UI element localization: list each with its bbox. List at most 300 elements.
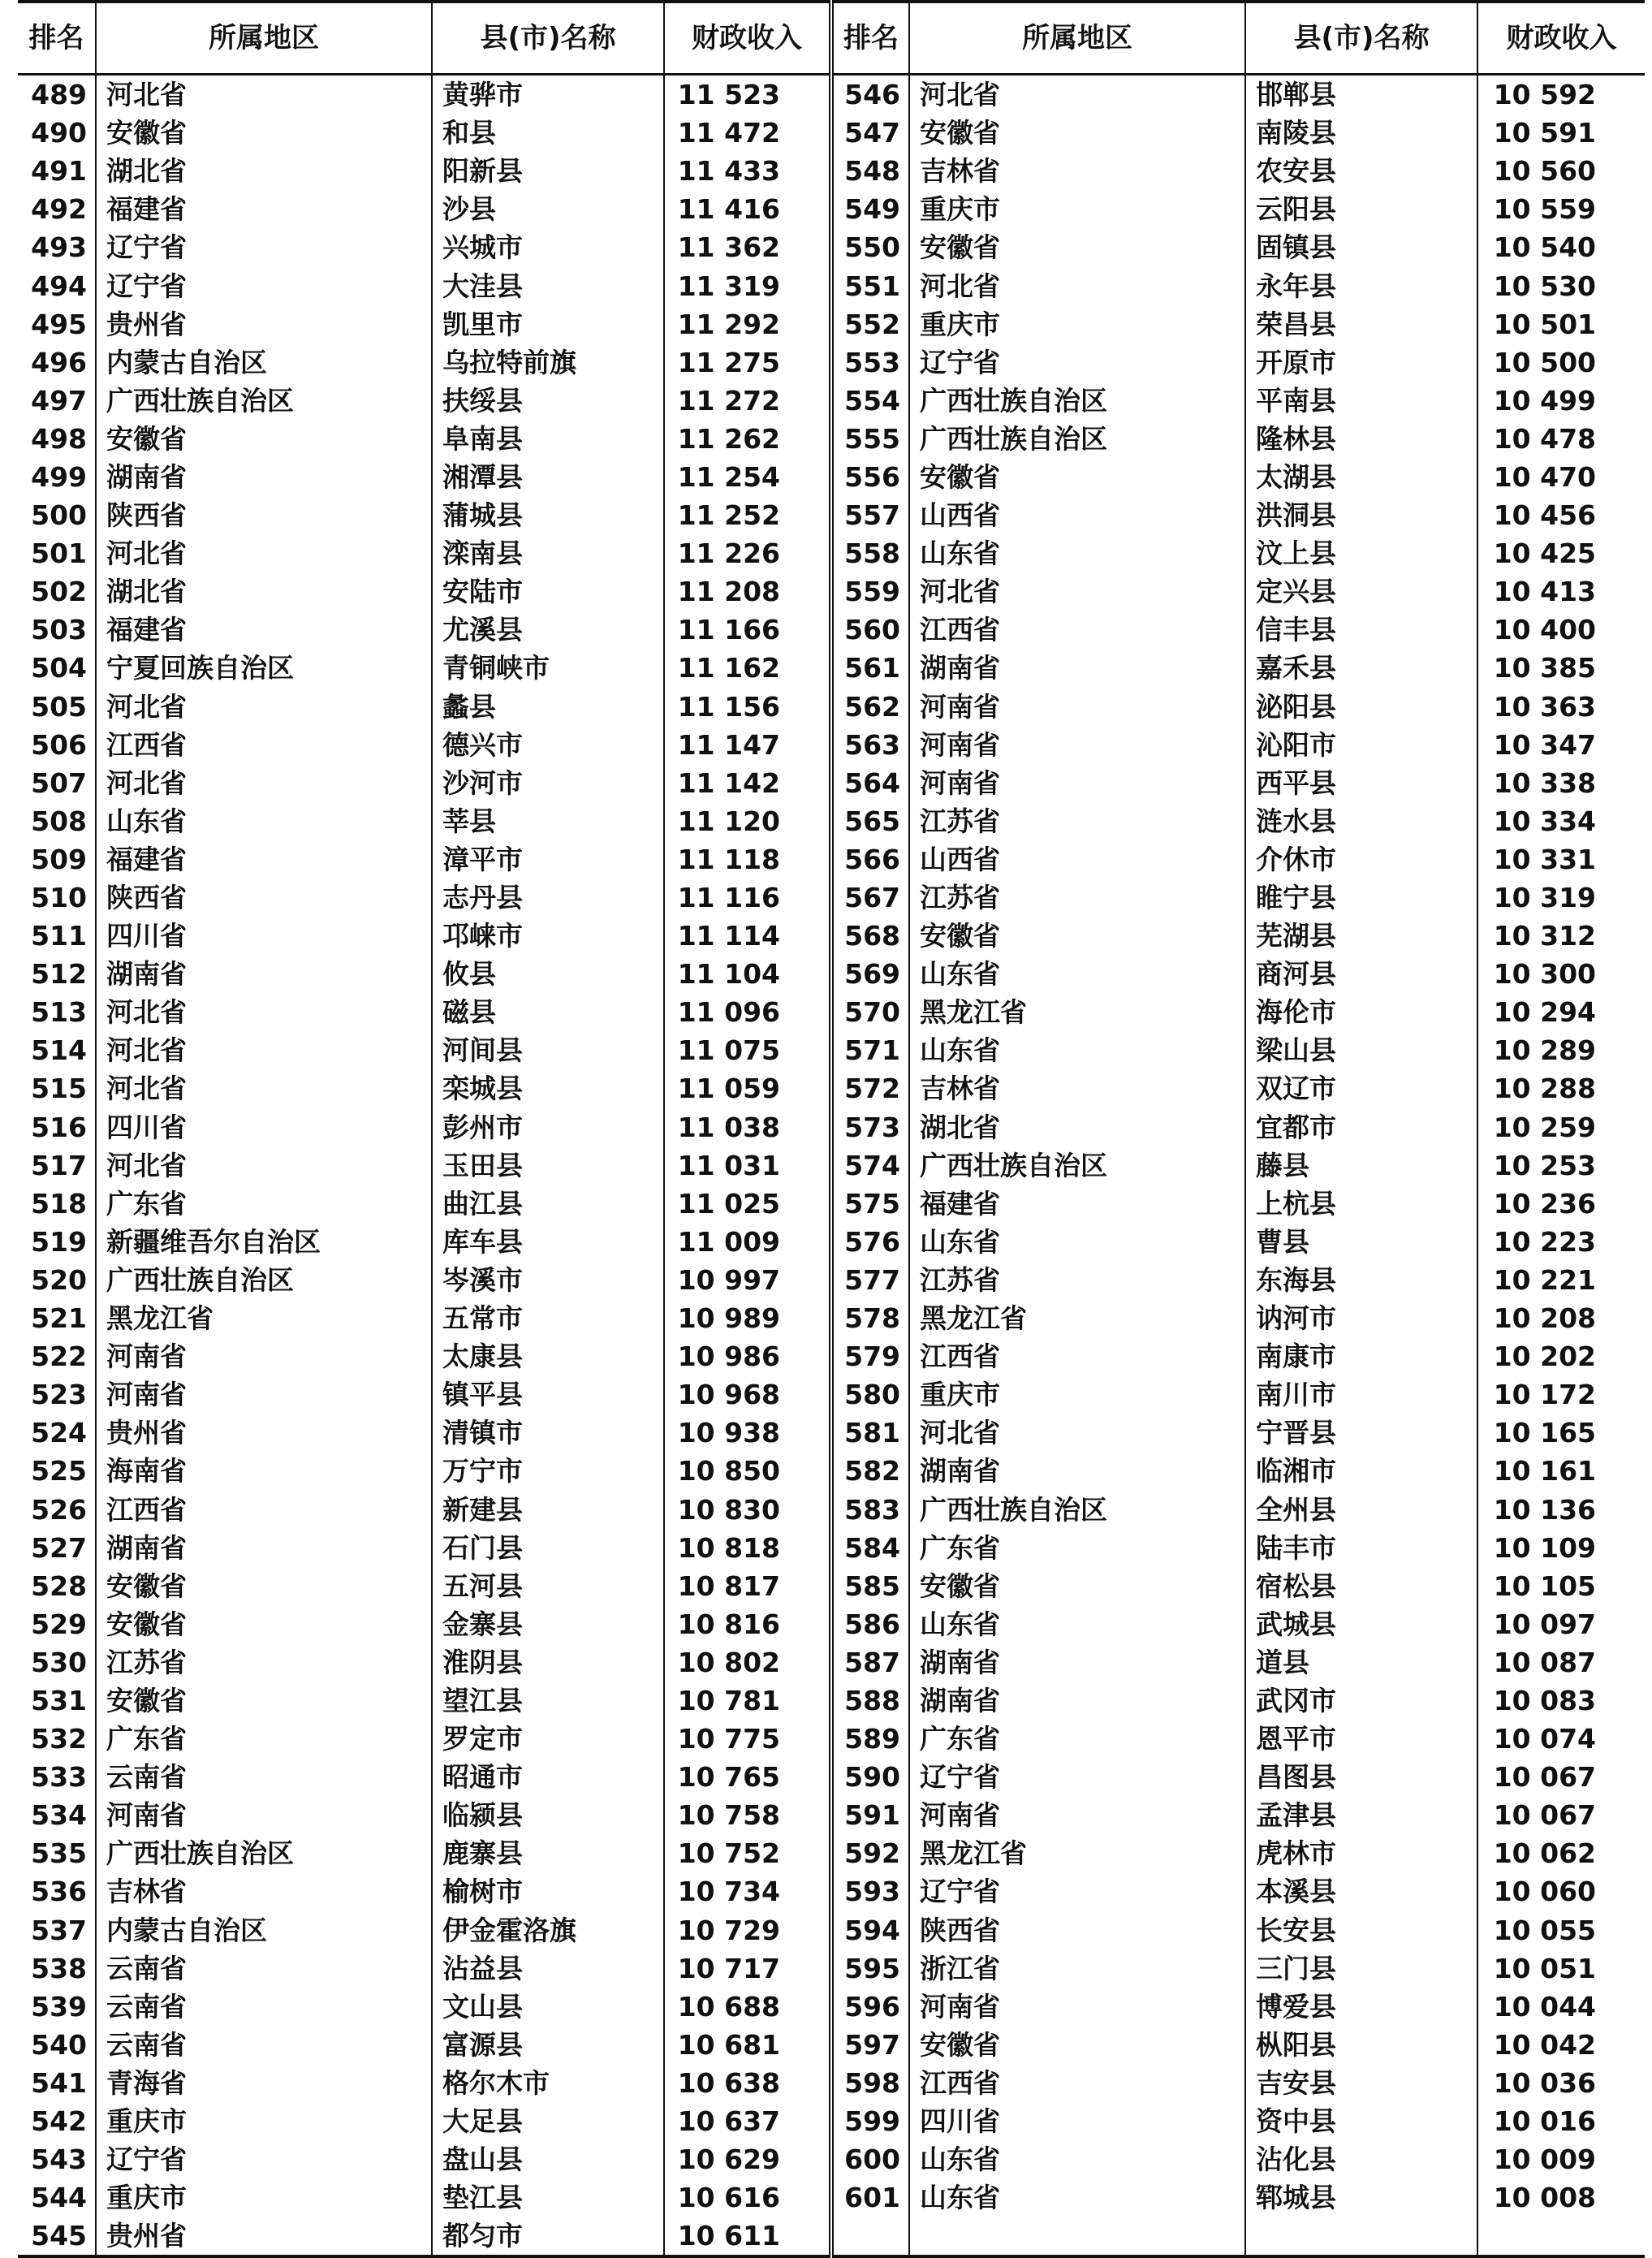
- left-county-cell: 滦南县: [432, 534, 664, 572]
- right-revenue-cell: 10 385: [1477, 649, 1645, 687]
- table-row: [18, 1452, 1645, 1490]
- left-rank-cell: 519: [31, 1225, 87, 1258]
- right-county-cell: 上杭县: [1245, 1185, 1477, 1223]
- right-county-cell: 泌阳县: [1245, 688, 1477, 726]
- left-revenue-cell: 11 156: [664, 688, 831, 726]
- left-county-cell: 德兴市: [432, 726, 664, 764]
- left-region-cell: 广西壮族自治区: [96, 382, 432, 420]
- left-region-cell: 海南省: [96, 1452, 432, 1490]
- right-rank-cell: 598: [831, 2064, 909, 2102]
- left-rank-cell: 525: [31, 1455, 87, 1487]
- right-region-cell: 河南省: [909, 1988, 1245, 2026]
- table-row: [18, 420, 1645, 458]
- right-rank-cell: 550: [831, 228, 909, 266]
- left-county-cell: 临颍县: [432, 1796, 664, 1834]
- right-region-cell: 山西省: [909, 496, 1245, 534]
- left-region-cell: 江西省: [96, 1490, 432, 1528]
- right-county-cell: 开原市: [1245, 343, 1477, 382]
- right-county-cell: 涟水县: [1245, 802, 1477, 840]
- left-region-cell: 辽宁省: [96, 266, 432, 304]
- left-rank-cell: 504: [31, 652, 87, 684]
- left-revenue-cell: 11 472: [664, 114, 831, 152]
- right-revenue-cell: 10 347: [1477, 726, 1645, 764]
- left-county-cell: 攸县: [432, 955, 664, 993]
- left-region-cell: 重庆市: [96, 2102, 432, 2140]
- left-revenue-cell: 10 938: [664, 1414, 831, 1452]
- right-region-cell: 湖南省: [909, 1682, 1245, 1720]
- right-county-cell: 宁晋县: [1245, 1414, 1477, 1452]
- right-rank-cell: 567: [831, 879, 909, 917]
- left-region-cell: 陕西省: [96, 879, 432, 917]
- left-county-cell: 淮阴县: [432, 1643, 664, 1682]
- left-county-cell: 湘潭县: [432, 458, 664, 496]
- left-revenue-cell: 11 009: [664, 1223, 831, 1261]
- right-revenue-cell: 10 501: [1477, 305, 1645, 343]
- left-rank-cell: 545: [18, 2217, 96, 2256]
- left-county-cell: 乌拉特前旗: [432, 343, 664, 382]
- left-revenue-cell: 11 162: [664, 649, 831, 687]
- right-rank-cell: 554: [831, 382, 909, 420]
- left-rank-cell: 539: [31, 1990, 87, 2023]
- left-region-cell: 贵州省: [96, 1414, 432, 1452]
- left-rank-cell: 522: [31, 1341, 87, 1373]
- right-region-cell: 辽宁省: [909, 1872, 1245, 1910]
- table-row: [18, 1567, 1645, 1605]
- right-revenue-cell: 10 067: [1477, 1758, 1645, 1796]
- left-region-cell: 江苏省: [96, 1643, 432, 1682]
- header-revenue-left: 财政收入: [664, 2, 831, 75]
- table-row: [18, 2178, 1645, 2217]
- left-revenue-cell: 10 629: [664, 2140, 831, 2178]
- left-region-cell: 福建省: [96, 190, 432, 228]
- table-row: [18, 611, 1645, 649]
- right-county-cell: 农安县: [1245, 152, 1477, 190]
- left-rank-cell: 541: [31, 2066, 87, 2099]
- right-region-cell: 河南省: [909, 764, 1245, 802]
- right-revenue-cell: 10 016: [1477, 2102, 1645, 2140]
- left-region-cell: 湖北省: [96, 572, 432, 611]
- right-region-cell: 广西壮族自治区: [909, 420, 1245, 458]
- right-revenue-cell: 10 083: [1477, 1682, 1645, 1720]
- right-revenue-cell: 10 592: [1477, 75, 1645, 114]
- right-revenue-cell: 10 289: [1477, 1031, 1645, 1069]
- table-row: [18, 343, 1645, 382]
- right-rank-cell: 565: [831, 802, 909, 840]
- right-region-cell: [909, 2217, 1245, 2256]
- right-region-cell: 福建省: [909, 1185, 1245, 1223]
- left-rank-cell: 503: [31, 614, 87, 646]
- left-region-cell: 安徽省: [96, 1682, 432, 1720]
- table-row: [18, 1682, 1645, 1720]
- right-rank-cell: 561: [831, 649, 909, 687]
- right-county-cell: 商河县: [1245, 955, 1477, 993]
- left-county-cell: 五河县: [432, 1567, 664, 1605]
- right-revenue-cell: 10 067: [1477, 1796, 1645, 1834]
- table-row: [18, 2064, 1645, 2102]
- left-county-cell: 都匀市: [432, 2217, 664, 2256]
- left-revenue-cell: 10 616: [664, 2178, 831, 2217]
- left-revenue-cell: 10 717: [664, 1949, 831, 1988]
- table-row: [18, 688, 1645, 726]
- right-rank-cell: 552: [831, 305, 909, 343]
- header-rank-right: 排名: [831, 2, 909, 75]
- left-region-cell: 江西省: [96, 726, 432, 764]
- left-region-cell: 河南省: [96, 1796, 432, 1834]
- right-region-cell: 山东省: [909, 1031, 1245, 1069]
- left-revenue-cell: 10 997: [664, 1261, 831, 1299]
- left-region-cell: 河北省: [96, 1031, 432, 1069]
- right-revenue-cell: 10 042: [1477, 2026, 1645, 2064]
- left-revenue-cell: 11 262: [664, 420, 831, 458]
- left-rank-cell: 507: [31, 766, 87, 799]
- left-county-cell: 岑溪市: [432, 1261, 664, 1299]
- left-county-cell: 邛崃市: [432, 917, 664, 955]
- left-revenue-cell: 10 688: [664, 1988, 831, 2026]
- right-revenue-cell: 10 008: [1477, 2178, 1645, 2217]
- left-revenue-cell: 11 362: [664, 228, 831, 266]
- right-revenue-cell: 10 470: [1477, 458, 1645, 496]
- right-region-cell: 辽宁省: [909, 343, 1245, 382]
- right-county-cell: 宿松县: [1245, 1567, 1477, 1605]
- left-revenue-cell: 11 272: [664, 382, 831, 420]
- left-rank-cell: 494: [31, 270, 87, 302]
- header-county-right: 县(市)名称: [1245, 2, 1477, 75]
- left-rank-cell: 501: [31, 538, 87, 570]
- left-county-cell: 阜南县: [432, 420, 664, 458]
- left-region-cell: 安徽省: [96, 420, 432, 458]
- right-county-cell: 昌图县: [1245, 1758, 1477, 1796]
- left-revenue-cell: 10 734: [664, 1872, 831, 1910]
- right-revenue-cell: 10 500: [1477, 343, 1645, 382]
- table-row: [18, 2026, 1645, 2064]
- left-county-cell: 磁县: [432, 993, 664, 1031]
- right-region-cell: 湖南省: [909, 1643, 1245, 1682]
- left-region-cell: 青海省: [96, 2064, 432, 2102]
- right-region-cell: 吉林省: [909, 152, 1245, 190]
- right-revenue-cell: 10 560: [1477, 152, 1645, 190]
- right-region-cell: 江苏省: [909, 1261, 1245, 1299]
- left-rank-cell: 544: [31, 2182, 87, 2214]
- right-rank-cell: 556: [831, 458, 909, 496]
- left-rank-cell: 514: [31, 1034, 87, 1067]
- right-region-cell: 江西省: [909, 1337, 1245, 1375]
- right-county-cell: 云阳县: [1245, 190, 1477, 228]
- left-rank-cell: 502: [31, 576, 87, 608]
- left-rank-cell: 526: [31, 1493, 87, 1526]
- table-row: [18, 726, 1645, 764]
- left-county-cell: 新建县: [432, 1490, 664, 1528]
- left-region-cell: 湖南省: [96, 458, 432, 496]
- right-region-cell: 湖南省: [909, 1452, 1245, 1490]
- right-county-cell: 固镇县: [1245, 228, 1477, 266]
- table-row: [18, 1146, 1645, 1185]
- left-rank-cell: 532: [31, 1723, 87, 1755]
- table-row: [18, 1720, 1645, 1758]
- right-revenue-cell: 10 259: [1477, 1108, 1645, 1146]
- right-county-cell: 信丰县: [1245, 611, 1477, 649]
- right-rank-cell: 589: [831, 1720, 909, 1758]
- left-rank-cell: 520: [31, 1263, 87, 1296]
- table-row: [18, 1337, 1645, 1375]
- right-revenue-cell: 10 334: [1477, 802, 1645, 840]
- right-rank-cell: 569: [831, 955, 909, 993]
- right-region-cell: 安徽省: [909, 2026, 1245, 2064]
- right-region-cell: 湖北省: [909, 1108, 1245, 1146]
- right-rank-cell: 562: [831, 688, 909, 726]
- table-row: [18, 1108, 1645, 1146]
- right-revenue-cell: 10 499: [1477, 382, 1645, 420]
- right-revenue-cell: 10 161: [1477, 1452, 1645, 1490]
- left-revenue-cell: 10 817: [664, 1567, 831, 1605]
- table-row: [18, 228, 1645, 266]
- table-row: [18, 1872, 1645, 1910]
- right-rank-cell: 600: [831, 2140, 909, 2178]
- left-region-cell: 辽宁省: [96, 2140, 432, 2178]
- left-rank-cell: 508: [31, 805, 87, 837]
- right-revenue-cell: 10 097: [1477, 1605, 1645, 1643]
- right-revenue-cell: 10 165: [1477, 1414, 1645, 1452]
- left-region-cell: 辽宁省: [96, 228, 432, 266]
- right-county-cell: 陆丰市: [1245, 1529, 1477, 1567]
- left-county-cell: 沙县: [432, 190, 664, 228]
- left-region-cell: 山东省: [96, 802, 432, 840]
- left-county-cell: 安陆市: [432, 572, 664, 611]
- left-county-cell: 垫江县: [432, 2178, 664, 2217]
- left-county-cell: 漳平市: [432, 840, 664, 879]
- header-revenue-right: 财政收入: [1477, 2, 1645, 75]
- left-region-cell: 云南省: [96, 1949, 432, 1988]
- right-rank-cell: 563: [831, 726, 909, 764]
- left-revenue-cell: 11 104: [664, 955, 831, 993]
- left-revenue-cell: 11 416: [664, 190, 831, 228]
- right-county-cell: 讷河市: [1245, 1299, 1477, 1337]
- left-rank-cell: 493: [31, 231, 87, 264]
- left-revenue-cell: 11 208: [664, 572, 831, 611]
- left-county-cell: 河间县: [432, 1031, 664, 1069]
- right-region-cell: 山东省: [909, 534, 1245, 572]
- right-county-cell: 郓城县: [1245, 2178, 1477, 2217]
- table-row: [18, 114, 1645, 152]
- right-rank-cell: 588: [831, 1682, 909, 1720]
- right-region-cell: 河北省: [909, 266, 1245, 304]
- table-row: [18, 2140, 1645, 2178]
- right-rank-cell: 570: [831, 993, 909, 1031]
- right-region-cell: 山东省: [909, 1223, 1245, 1261]
- right-revenue-cell: 10 312: [1477, 917, 1645, 955]
- left-revenue-cell: 11 075: [664, 1031, 831, 1069]
- left-rank-cell: 515: [31, 1073, 87, 1105]
- right-region-cell: 广西壮族自治区: [909, 382, 1245, 420]
- right-county-cell: 西平县: [1245, 764, 1477, 802]
- left-rank-cell: 516: [31, 1111, 87, 1143]
- left-county-cell: 曲江县: [432, 1185, 664, 1223]
- left-revenue-cell: 10 850: [664, 1452, 831, 1490]
- right-region-cell: 河南省: [909, 688, 1245, 726]
- left-rank-cell: 498: [31, 422, 87, 455]
- right-region-cell: 湖南省: [909, 649, 1245, 687]
- left-revenue-cell: 10 816: [664, 1605, 831, 1643]
- left-county-cell: 大足县: [432, 2102, 664, 2140]
- left-rank-cell: 490: [31, 117, 87, 149]
- left-county-cell: 太康县: [432, 1337, 664, 1375]
- table-row: [18, 1375, 1645, 1414]
- right-region-cell: 四川省: [909, 2102, 1245, 2140]
- left-rank-cell: 530: [31, 1646, 87, 1678]
- left-revenue-cell: 11 031: [664, 1146, 831, 1185]
- left-county-cell: 罗定市: [432, 1720, 664, 1758]
- right-county-cell: 道县: [1245, 1643, 1477, 1682]
- right-region-cell: 重庆市: [909, 1375, 1245, 1414]
- right-rank-cell: 560: [831, 611, 909, 649]
- left-revenue-cell: 10 986: [664, 1337, 831, 1375]
- right-region-cell: 广西壮族自治区: [909, 1146, 1245, 1185]
- right-rank-cell: 596: [831, 1988, 909, 2026]
- table-row: [18, 840, 1645, 879]
- table-row: [18, 1758, 1645, 1796]
- left-county-cell: 彭州市: [432, 1108, 664, 1146]
- right-rank-cell: 578: [831, 1299, 909, 1337]
- left-revenue-cell: 10 752: [664, 1834, 831, 1872]
- left-county-cell: 望江县: [432, 1682, 664, 1720]
- left-region-cell: 河南省: [96, 1375, 432, 1414]
- table-row: [18, 2217, 1645, 2256]
- right-region-cell: 山东省: [909, 2140, 1245, 2178]
- right-region-cell: 陕西省: [909, 1911, 1245, 1949]
- left-region-cell: 河北省: [96, 1146, 432, 1185]
- left-county-cell: 兴城市: [432, 228, 664, 266]
- left-revenue-cell: 11 059: [664, 1069, 831, 1107]
- left-rank-cell: 531: [31, 1684, 87, 1716]
- left-revenue-cell: 10 758: [664, 1796, 831, 1834]
- left-revenue-cell: 11 433: [664, 152, 831, 190]
- table-header-row: [18, 2, 1645, 75]
- right-rank-cell: 582: [831, 1452, 909, 1490]
- left-rank-cell: 512: [31, 958, 87, 991]
- right-rank-cell: 557: [831, 496, 909, 534]
- header-rank-left: 排名: [18, 2, 96, 75]
- left-county-cell: 伊金霍洛旗: [432, 1911, 664, 1949]
- table-row: [18, 917, 1645, 955]
- table-row: [18, 1185, 1645, 1223]
- table-body: [18, 75, 1645, 2257]
- left-rank-cell: 510: [31, 882, 87, 914]
- left-rank-cell: 491: [31, 155, 87, 188]
- table-row: [18, 458, 1645, 496]
- right-revenue-cell: 10 288: [1477, 1069, 1645, 1107]
- right-region-cell: 江西省: [909, 611, 1245, 649]
- table-row: [18, 152, 1645, 190]
- left-revenue-cell: 11 096: [664, 993, 831, 1031]
- left-county-cell: 鹿寨县: [432, 1834, 664, 1872]
- right-rank-cell: 566: [831, 840, 909, 879]
- right-county-cell: 藤县: [1245, 1146, 1477, 1185]
- table-row: [18, 2102, 1645, 2140]
- right-county-cell: 东海县: [1245, 1261, 1477, 1299]
- right-rank-cell: 584: [831, 1529, 909, 1567]
- left-revenue-cell: 11 142: [664, 764, 831, 802]
- right-county-cell: 博爱县: [1245, 1988, 1477, 2026]
- right-rank-cell: 599: [831, 2102, 909, 2140]
- right-region-cell: 山西省: [909, 840, 1245, 879]
- right-rank-cell: 555: [831, 420, 909, 458]
- right-county-cell: 梁山县: [1245, 1031, 1477, 1069]
- left-rank-cell: 527: [31, 1531, 87, 1564]
- right-revenue-cell: 10 055: [1477, 1911, 1645, 1949]
- right-county-cell: 太湖县: [1245, 458, 1477, 496]
- left-region-cell: 内蒙古自治区: [96, 1911, 432, 1949]
- right-revenue-cell: 10 223: [1477, 1223, 1645, 1261]
- left-region-cell: 黑龙江省: [96, 1299, 432, 1337]
- table-row: [18, 1911, 1645, 1949]
- left-revenue-cell: 11 523: [664, 75, 831, 114]
- right-county-cell: 恩平市: [1245, 1720, 1477, 1758]
- left-revenue-cell: 10 989: [664, 1299, 831, 1337]
- left-county-cell: 黄骅市: [432, 75, 664, 114]
- table-row: [18, 1490, 1645, 1528]
- right-region-cell: 浙江省: [909, 1949, 1245, 1988]
- right-county-cell: 全州县: [1245, 1490, 1477, 1528]
- left-region-cell: 湖南省: [96, 955, 432, 993]
- table-row: [18, 190, 1645, 228]
- left-rank-cell: 518: [31, 1187, 87, 1220]
- right-revenue-cell: 10 236: [1477, 1185, 1645, 1223]
- right-rank-cell: 549: [831, 190, 909, 228]
- left-rank-cell: 499: [31, 460, 87, 493]
- right-region-cell: 河北省: [909, 1414, 1245, 1452]
- left-region-cell: 河北省: [96, 688, 432, 726]
- left-region-cell: 吉林省: [96, 1872, 432, 1910]
- right-county-cell: 武城县: [1245, 1605, 1477, 1643]
- left-revenue-cell: 11 147: [664, 726, 831, 764]
- county-revenue-table: [18, 0, 1645, 2258]
- right-county-cell: 介休市: [1245, 840, 1477, 879]
- left-region-cell: 福建省: [96, 611, 432, 649]
- left-county-cell: 和县: [432, 114, 664, 152]
- right-revenue-cell: 10 105: [1477, 1567, 1645, 1605]
- left-rank-cell: 523: [31, 1379, 87, 1411]
- right-region-cell: 山东省: [909, 1605, 1245, 1643]
- table-row: [18, 955, 1645, 993]
- left-rank-cell: 497: [31, 384, 87, 417]
- table-row: [18, 1223, 1645, 1261]
- right-rank-cell: 587: [831, 1643, 909, 1682]
- left-region-cell: 湖南省: [96, 1529, 432, 1567]
- right-rank-cell: 593: [831, 1872, 909, 1910]
- right-county-cell: 永年县: [1245, 266, 1477, 304]
- left-rank-cell: 533: [31, 1761, 87, 1794]
- right-revenue-cell: 10 413: [1477, 572, 1645, 611]
- right-county-cell: 南川市: [1245, 1375, 1477, 1414]
- left-rank-cell: 536: [31, 1876, 87, 1908]
- right-revenue-cell: 10 044: [1477, 1988, 1645, 2026]
- right-county-cell: 枞阳县: [1245, 2026, 1477, 2064]
- left-county-cell: 莘县: [432, 802, 664, 840]
- right-revenue-cell: 10 253: [1477, 1146, 1645, 1185]
- left-revenue-cell: 10 638: [664, 2064, 831, 2102]
- left-revenue-cell: 11 118: [664, 840, 831, 879]
- left-rank-cell: 535: [31, 1837, 87, 1870]
- left-county-cell: 金寨县: [432, 1605, 664, 1643]
- table-row: [18, 305, 1645, 343]
- right-rank-cell: 576: [831, 1223, 909, 1261]
- right-rank-cell: 586: [831, 1605, 909, 1643]
- right-county-cell: 南陵县: [1245, 114, 1477, 152]
- left-county-cell: 昭通市: [432, 1758, 664, 1796]
- left-region-cell: 安徽省: [96, 114, 432, 152]
- left-region-cell: 广西壮族自治区: [96, 1261, 432, 1299]
- right-revenue-cell: 10 425: [1477, 534, 1645, 572]
- left-revenue-cell: 10 637: [664, 2102, 831, 2140]
